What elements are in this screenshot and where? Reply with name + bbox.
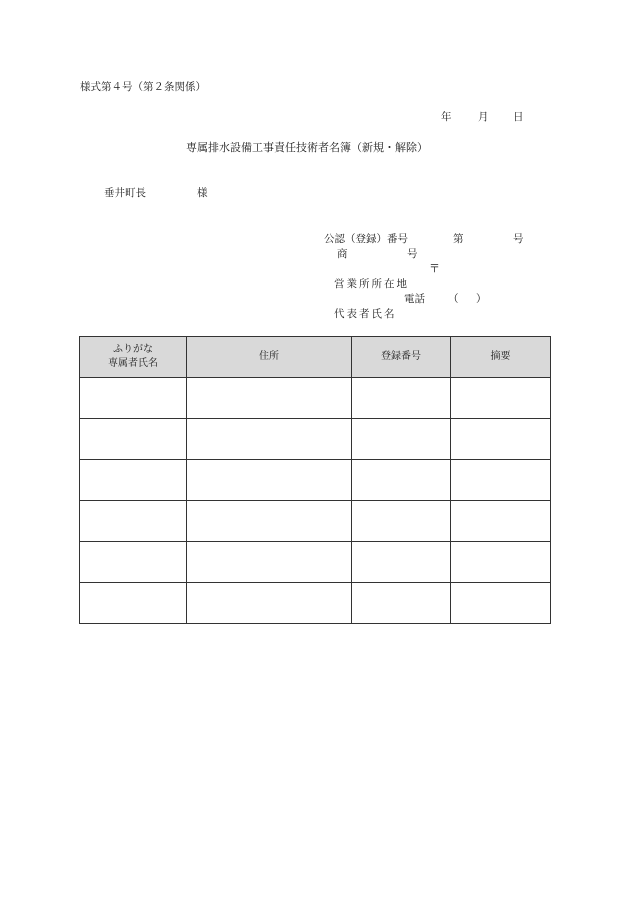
phone-paren-open: （ — [448, 293, 459, 305]
cell-name[interactable] — [80, 542, 187, 583]
cell-registration-number[interactable] — [352, 583, 451, 624]
postal-mark: 〒 — [429, 262, 440, 275]
cell-name[interactable] — [80, 583, 187, 624]
cell-address[interactable] — [187, 583, 352, 624]
cell-address[interactable] — [187, 501, 352, 542]
date-month-label: 月 — [478, 111, 489, 123]
document-title: 専属排水設備工事責任技術者名簿（新規・解除） — [186, 141, 428, 154]
cell-name[interactable] — [80, 419, 187, 460]
cell-address[interactable] — [187, 378, 352, 419]
addressee: 垂井町長 — [104, 187, 146, 199]
license-number-label: 公認（登録）番号 — [324, 233, 408, 245]
cell-name[interactable] — [80, 501, 187, 542]
office-address-label: 営業所所在地 — [334, 278, 409, 290]
cell-remarks[interactable] — [451, 419, 551, 460]
table-header-row — [80, 337, 551, 378]
phone-label: 電話 — [404, 293, 425, 305]
cell-remarks[interactable] — [451, 501, 551, 542]
header-address: 住所 — [187, 337, 352, 378]
cell-registration-number[interactable] — [352, 460, 451, 501]
cell-address[interactable] — [187, 419, 352, 460]
cell-remarks[interactable] — [451, 460, 551, 501]
table-row — [80, 460, 551, 501]
header-name — [80, 337, 187, 378]
header-registration-number: 登録番号 — [352, 337, 451, 378]
cell-remarks[interactable] — [451, 542, 551, 583]
cell-registration-number[interactable] — [352, 419, 451, 460]
cell-registration-number[interactable] — [352, 542, 451, 583]
cell-name[interactable] — [80, 460, 187, 501]
table-row — [80, 501, 551, 542]
cell-address[interactable] — [187, 460, 352, 501]
table-row — [80, 542, 551, 583]
cell-registration-number[interactable] — [352, 501, 451, 542]
cell-remarks[interactable] — [451, 583, 551, 624]
date-day-label: 日 — [513, 111, 524, 123]
license-number-suffix: 号 — [513, 233, 524, 245]
registry-table — [79, 336, 551, 624]
cell-name[interactable] — [80, 378, 187, 419]
cell-address[interactable] — [187, 542, 352, 583]
representative-name-label: 代表者氏名 — [334, 308, 397, 320]
date-year-label: 年 — [441, 111, 452, 123]
table-row — [80, 419, 551, 460]
form-number: 様式第４号（第２条関係） — [80, 81, 206, 93]
license-number-prefix: 第 — [453, 233, 464, 245]
trade-name-label-part2: 号 — [407, 248, 418, 260]
header-member-name: 専属者氏名 — [108, 358, 158, 369]
header-remarks: 摘要 — [451, 337, 551, 378]
header-furigana: ふりがな — [113, 344, 153, 355]
cell-remarks[interactable] — [451, 378, 551, 419]
table-row — [80, 583, 551, 624]
cell-registration-number[interactable] — [352, 378, 451, 419]
table-row — [80, 378, 551, 419]
phone-paren-close: ） — [476, 293, 487, 305]
trade-name-label-part1: 商 — [337, 248, 348, 260]
addressee-honorific: 様 — [197, 187, 208, 199]
